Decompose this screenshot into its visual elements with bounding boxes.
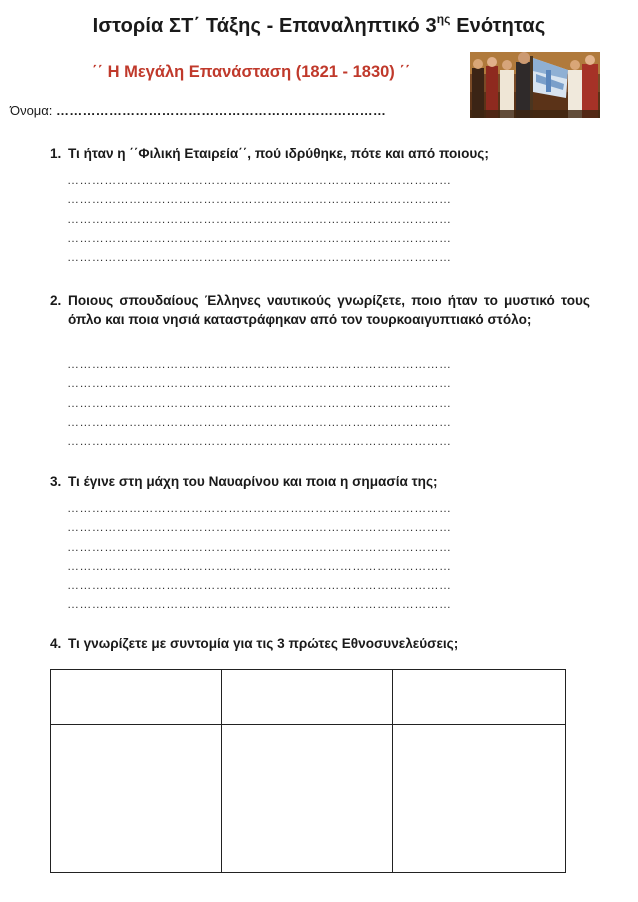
answer-line[interactable]: …………………………………………………………………………………	[67, 376, 452, 391]
assembly-header-cell-1[interactable]	[51, 670, 222, 725]
assembly-header-cell-2[interactable]	[221, 670, 393, 725]
question-number: 3.	[50, 474, 62, 489]
answer-line[interactable]: …………………………………………………………………………………	[67, 230, 452, 245]
answer-line[interactable]: …………………………………………………………………………………	[67, 250, 452, 265]
answer-line[interactable]: …………………………………………………………………………………	[67, 414, 452, 429]
answer-line[interactable]: …………………………………………………………………………………	[67, 539, 452, 554]
worksheet-title	[0, 12, 638, 38]
worksheet-subtitle: ΄΄ Η Μεγάλη Επανάσταση (1821 - 1830) ΄΄	[92, 63, 411, 81]
answer-lines-1[interactable]	[67, 171, 587, 267]
question-text: Ποιους σπουδαίους Έλληνες ναυτικούς γνωρίζετε, ποιο ήταν το μυστικό τους όπλο και ποια νησιά καταστράφηκαν από τον τουρκοαιγυπτιακό στόλο;	[68, 293, 590, 327]
name-label: Όνομα:	[10, 103, 53, 118]
answer-line[interactable]: …………………………………………………………………………………	[67, 192, 452, 207]
question-text: Τι ήταν η ΄΄Φιλική Εταιρεία΄΄, πού ιδρύθηκε, πότε και από ποιους;	[68, 146, 489, 161]
answer-line[interactable]: …………………………………………………………………………………	[67, 173, 452, 187]
answer-line[interactable]: …………………………………………………………………………………	[67, 434, 452, 449]
assembly-answer-cell-3[interactable]	[393, 725, 566, 873]
answer-line[interactable]: …………………………………………………………………………………	[67, 211, 452, 226]
title-superscript: ης	[436, 12, 451, 26]
question-3	[50, 472, 590, 491]
title-main: Ιστορία ΣΤ΄ Τάξης - Επαναληπτικό 3	[92, 15, 437, 37]
title-end: Ενότητας	[450, 15, 546, 37]
answer-line[interactable]: …………………………………………………………………………………	[67, 501, 452, 515]
question-text: Τι γνωρίζετε με συντομία για τις 3 πρώτες Εθνοσυνελεύσεις;	[68, 636, 459, 651]
answer-lines-2[interactable]	[67, 355, 587, 451]
answer-line[interactable]: …………………………………………………………………………………	[67, 520, 452, 535]
answer-line[interactable]: …………………………………………………………………………………	[67, 578, 452, 593]
question-4	[50, 634, 590, 653]
answer-lines-3[interactable]	[67, 499, 587, 615]
assembly-header-cell-3[interactable]	[393, 670, 566, 725]
revolution-painting-image	[470, 52, 600, 118]
question-2	[50, 291, 590, 329]
assembly-answer-cell-1[interactable]	[51, 725, 222, 873]
question-number: 1.	[50, 146, 62, 161]
question-number: 4.	[50, 636, 62, 651]
answer-line[interactable]: …………………………………………………………………………………	[67, 357, 452, 371]
assembly-answer-cell-2[interactable]	[221, 725, 393, 873]
answer-line[interactable]: …………………………………………………………………………………	[67, 395, 452, 410]
student-name-field[interactable]	[10, 103, 386, 118]
assemblies-answer-table	[50, 669, 566, 873]
question-text: Τι έγινε στη μάχη του Ναυαρίνου και ποια η σημασία της;	[68, 474, 438, 489]
answer-line[interactable]: …………………………………………………………………………………	[67, 597, 452, 612]
name-dots: …………………………………………………………………	[56, 103, 387, 118]
question-number: 2.	[50, 293, 62, 308]
question-1	[50, 144, 590, 163]
answer-line[interactable]: …………………………………………………………………………………	[67, 558, 452, 573]
